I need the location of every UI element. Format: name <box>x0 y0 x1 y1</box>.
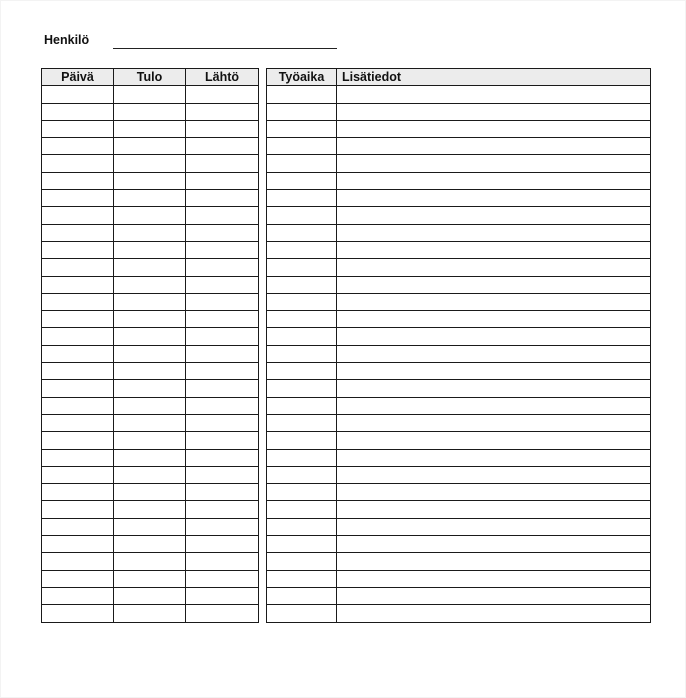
day-cell[interactable] <box>42 605 114 622</box>
timesheet-page <box>1 1 685 697</box>
working-time-cell[interactable] <box>267 587 337 604</box>
notes-cell[interactable] <box>337 103 651 120</box>
notes-cell[interactable] <box>337 120 651 137</box>
working-time-cell[interactable] <box>267 518 337 535</box>
notes-cell[interactable] <box>337 328 651 345</box>
departure-cell[interactable] <box>186 328 259 345</box>
working-time-cell[interactable] <box>267 380 337 397</box>
notes-cell[interactable] <box>337 311 651 328</box>
table-row <box>42 328 259 345</box>
departure-cell[interactable] <box>186 536 259 553</box>
departure-cell[interactable] <box>186 570 259 587</box>
day-cell[interactable] <box>42 293 114 310</box>
departure-cell[interactable] <box>186 345 259 362</box>
table-row <box>42 172 259 189</box>
departure-cell[interactable] <box>186 241 259 258</box>
working-time-cell[interactable] <box>267 363 337 380</box>
departure-cell[interactable] <box>186 293 259 310</box>
table-row <box>267 120 651 137</box>
arrival-cell[interactable] <box>114 328 186 345</box>
day-cell[interactable] <box>42 518 114 535</box>
notes-cell[interactable] <box>337 138 651 155</box>
table-row <box>267 380 651 397</box>
day-cell[interactable] <box>42 484 114 501</box>
notes-cell[interactable] <box>337 587 651 604</box>
table-row <box>267 190 651 207</box>
table-row <box>42 86 259 103</box>
table-row <box>267 224 651 241</box>
table-row <box>267 86 651 103</box>
day-cell[interactable] <box>42 345 114 362</box>
table-row <box>42 224 259 241</box>
notes-cell[interactable] <box>337 484 651 501</box>
departure-cell[interactable] <box>186 484 259 501</box>
work-table <box>266 68 651 623</box>
day-cell[interactable] <box>42 328 114 345</box>
notes-cell[interactable] <box>337 605 651 622</box>
working-time-cell[interactable] <box>267 190 337 207</box>
working-time-cell[interactable] <box>267 276 337 293</box>
table-row <box>267 293 651 310</box>
notes-cell[interactable] <box>337 536 651 553</box>
work-table-header-row <box>267 69 651 86</box>
departure-cell[interactable] <box>186 207 259 224</box>
day-cell[interactable] <box>42 553 114 570</box>
day-cell[interactable] <box>42 501 114 518</box>
table-row <box>42 120 259 137</box>
departure-cell[interactable] <box>186 190 259 207</box>
departure-cell[interactable] <box>186 224 259 241</box>
notes-cell[interactable] <box>337 155 651 172</box>
arrival-cell[interactable] <box>114 466 186 483</box>
working-time-cell[interactable] <box>267 605 337 622</box>
working-time-cell[interactable] <box>267 449 337 466</box>
day-cell[interactable] <box>42 259 114 276</box>
arrival-cell[interactable] <box>114 345 186 362</box>
arrival-cell[interactable] <box>114 414 186 431</box>
working-time-cell[interactable] <box>267 86 337 103</box>
notes-cell[interactable] <box>337 224 651 241</box>
header-departure: Lähtö <box>186 69 259 86</box>
departure-cell[interactable] <box>186 518 259 535</box>
notes-cell[interactable] <box>337 259 651 276</box>
departure-cell[interactable] <box>186 501 259 518</box>
day-cell[interactable] <box>42 466 114 483</box>
day-cell[interactable] <box>42 276 114 293</box>
day-cell[interactable] <box>42 380 114 397</box>
departure-cell[interactable] <box>186 120 259 137</box>
table-row <box>42 414 259 431</box>
table-row <box>267 501 651 518</box>
header-working-time: Työaika <box>267 69 337 86</box>
table-row <box>267 553 651 570</box>
time-table-header-row <box>42 69 259 86</box>
arrival-cell[interactable] <box>114 397 186 414</box>
notes-cell[interactable] <box>337 380 651 397</box>
table-row <box>42 553 259 570</box>
notes-cell[interactable] <box>337 345 651 362</box>
departure-cell[interactable] <box>186 432 259 449</box>
time-table <box>41 68 259 623</box>
departure-cell[interactable] <box>186 553 259 570</box>
working-time-cell[interactable] <box>267 397 337 414</box>
notes-cell[interactable] <box>337 449 651 466</box>
notes-cell[interactable] <box>337 397 651 414</box>
table-row <box>267 328 651 345</box>
arrival-cell[interactable] <box>114 86 186 103</box>
notes-cell[interactable] <box>337 207 651 224</box>
table-row <box>42 484 259 501</box>
working-time-cell[interactable] <box>267 484 337 501</box>
departure-cell[interactable] <box>186 155 259 172</box>
working-time-cell[interactable] <box>267 536 337 553</box>
departure-cell[interactable] <box>186 172 259 189</box>
arrival-cell[interactable] <box>114 259 186 276</box>
table-row <box>267 518 651 535</box>
table-row <box>42 207 259 224</box>
departure-cell[interactable] <box>186 397 259 414</box>
departure-cell[interactable] <box>186 449 259 466</box>
table-row <box>42 605 259 622</box>
day-cell[interactable] <box>42 414 114 431</box>
day-cell[interactable] <box>42 172 114 189</box>
table-row <box>267 397 651 414</box>
arrival-cell[interactable] <box>114 293 186 310</box>
working-time-cell[interactable] <box>267 293 337 310</box>
arrival-cell[interactable] <box>114 207 186 224</box>
table-row <box>267 466 651 483</box>
departure-cell[interactable] <box>186 103 259 120</box>
notes-cell[interactable] <box>337 414 651 431</box>
day-cell[interactable] <box>42 120 114 137</box>
notes-cell[interactable] <box>337 190 651 207</box>
arrival-cell[interactable] <box>114 501 186 518</box>
working-time-cell[interactable] <box>267 259 337 276</box>
arrival-cell[interactable] <box>114 155 186 172</box>
departure-cell[interactable] <box>186 86 259 103</box>
table-row <box>42 380 259 397</box>
table-row <box>42 397 259 414</box>
departure-cell[interactable] <box>186 414 259 431</box>
day-cell[interactable] <box>42 397 114 414</box>
notes-cell[interactable] <box>337 86 651 103</box>
notes-cell[interactable] <box>337 172 651 189</box>
table-row <box>42 103 259 120</box>
departure-cell[interactable] <box>186 587 259 604</box>
table-row <box>42 293 259 310</box>
notes-cell[interactable] <box>337 432 651 449</box>
table-row <box>42 138 259 155</box>
notes-cell[interactable] <box>337 276 651 293</box>
table-row <box>267 103 651 120</box>
table-row <box>267 449 651 466</box>
arrival-cell[interactable] <box>114 553 186 570</box>
arrival-cell[interactable] <box>114 120 186 137</box>
departure-cell[interactable] <box>186 466 259 483</box>
day-cell[interactable] <box>42 190 114 207</box>
arrival-cell[interactable] <box>114 484 186 501</box>
table-row <box>42 363 259 380</box>
table-row <box>42 570 259 587</box>
working-time-cell[interactable] <box>267 138 337 155</box>
working-time-cell[interactable] <box>267 241 337 258</box>
day-cell[interactable] <box>42 432 114 449</box>
table-row <box>42 259 259 276</box>
table-row <box>267 363 651 380</box>
table-row <box>267 155 651 172</box>
person-name-field[interactable] <box>113 48 337 49</box>
table-row <box>267 587 651 604</box>
notes-cell[interactable] <box>337 466 651 483</box>
departure-cell[interactable] <box>186 259 259 276</box>
notes-cell[interactable] <box>337 501 651 518</box>
arrival-cell[interactable] <box>114 241 186 258</box>
working-time-cell[interactable] <box>267 345 337 362</box>
table-row <box>42 190 259 207</box>
departure-cell[interactable] <box>186 380 259 397</box>
notes-cell[interactable] <box>337 241 651 258</box>
working-time-cell[interactable] <box>267 328 337 345</box>
departure-cell[interactable] <box>186 138 259 155</box>
table-row <box>42 536 259 553</box>
working-time-cell[interactable] <box>267 120 337 137</box>
working-time-cell[interactable] <box>267 501 337 518</box>
working-time-cell[interactable] <box>267 414 337 431</box>
working-time-cell[interactable] <box>267 311 337 328</box>
arrival-cell[interactable] <box>114 536 186 553</box>
arrival-cell[interactable] <box>114 172 186 189</box>
arrival-cell[interactable] <box>114 224 186 241</box>
departure-cell[interactable] <box>186 363 259 380</box>
day-cell[interactable] <box>42 86 114 103</box>
day-cell[interactable] <box>42 587 114 604</box>
table-row <box>267 207 651 224</box>
table-row <box>267 570 651 587</box>
working-time-cell[interactable] <box>267 466 337 483</box>
table-row <box>267 345 651 362</box>
day-cell[interactable] <box>42 536 114 553</box>
arrival-cell[interactable] <box>114 518 186 535</box>
day-cell[interactable] <box>42 449 114 466</box>
departure-cell[interactable] <box>186 276 259 293</box>
table-row <box>267 432 651 449</box>
notes-cell[interactable] <box>337 553 651 570</box>
arrival-cell[interactable] <box>114 363 186 380</box>
table-row <box>267 605 651 622</box>
day-cell[interactable] <box>42 138 114 155</box>
arrival-cell[interactable] <box>114 138 186 155</box>
header-notes: Lisätiedot <box>337 69 651 86</box>
day-cell[interactable] <box>42 103 114 120</box>
table-row <box>267 276 651 293</box>
table-row <box>42 345 259 362</box>
arrival-cell[interactable] <box>114 380 186 397</box>
arrival-cell[interactable] <box>114 587 186 604</box>
day-cell[interactable] <box>42 570 114 587</box>
table-row <box>42 501 259 518</box>
table-row <box>267 484 651 501</box>
arrival-cell[interactable] <box>114 103 186 120</box>
arrival-cell[interactable] <box>114 311 186 328</box>
day-cell[interactable] <box>42 224 114 241</box>
day-cell[interactable] <box>42 207 114 224</box>
table-row <box>42 518 259 535</box>
working-time-cell[interactable] <box>267 207 337 224</box>
arrival-cell[interactable] <box>114 190 186 207</box>
table-row <box>42 311 259 328</box>
table-row <box>42 466 259 483</box>
table-row <box>267 172 651 189</box>
table-row <box>42 241 259 258</box>
table-row <box>42 587 259 604</box>
notes-cell[interactable] <box>337 363 651 380</box>
departure-cell[interactable] <box>186 311 259 328</box>
table-row <box>42 155 259 172</box>
person-label: Henkilö <box>44 33 90 47</box>
working-time-cell[interactable] <box>267 570 337 587</box>
table-row <box>267 311 651 328</box>
notes-cell[interactable] <box>337 570 651 587</box>
table-row <box>267 536 651 553</box>
day-cell[interactable] <box>42 363 114 380</box>
working-time-cell[interactable] <box>267 155 337 172</box>
arrival-cell[interactable] <box>114 605 186 622</box>
table-row <box>267 259 651 276</box>
notes-cell[interactable] <box>337 518 651 535</box>
working-time-cell[interactable] <box>267 224 337 241</box>
departure-cell[interactable] <box>186 605 259 622</box>
arrival-cell[interactable] <box>114 570 186 587</box>
table-row <box>42 276 259 293</box>
working-time-cell[interactable] <box>267 553 337 570</box>
table-row <box>267 241 651 258</box>
header-arrival: Tulo <box>114 69 186 86</box>
header-day: Päivä <box>42 69 114 86</box>
arrival-cell[interactable] <box>114 432 186 449</box>
day-cell[interactable] <box>42 241 114 258</box>
working-time-cell[interactable] <box>267 103 337 120</box>
day-cell[interactable] <box>42 155 114 172</box>
arrival-cell[interactable] <box>114 449 186 466</box>
working-time-cell[interactable] <box>267 172 337 189</box>
day-cell[interactable] <box>42 311 114 328</box>
arrival-cell[interactable] <box>114 276 186 293</box>
table-row <box>42 432 259 449</box>
table-row <box>267 138 651 155</box>
table-row <box>267 414 651 431</box>
notes-cell[interactable] <box>337 293 651 310</box>
table-row <box>42 449 259 466</box>
working-time-cell[interactable] <box>267 432 337 449</box>
